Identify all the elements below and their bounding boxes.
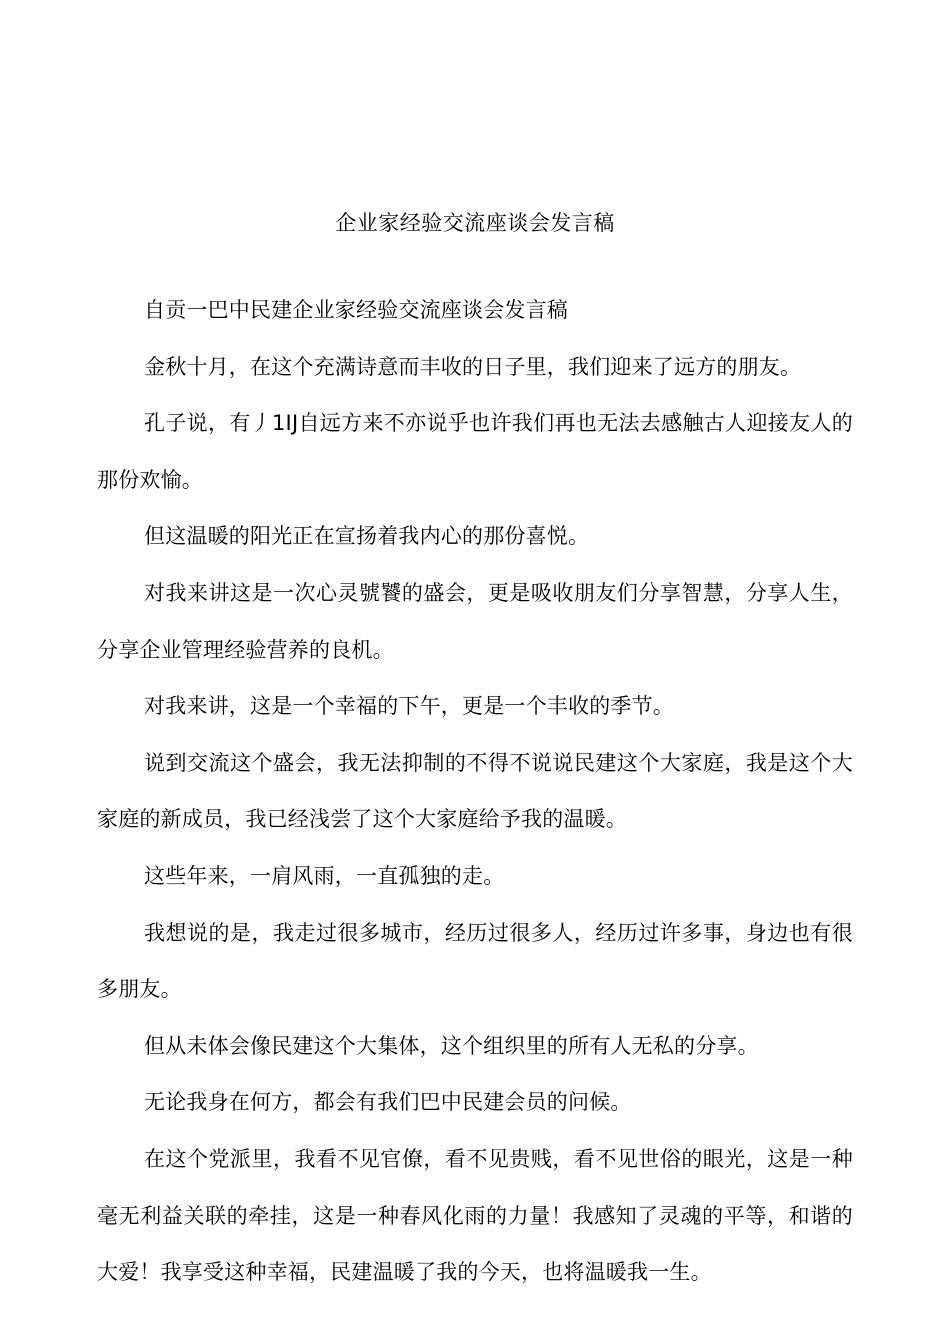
paragraph: 自贡一巴中民建企业家经验交流座谈会发言稿: [144, 298, 568, 322]
document-title: 企业家经验交流座谈会发言稿: [335, 211, 615, 235]
paragraph: 但这温暖的阳光正在宣扬着我内心的那份喜悦。: [144, 524, 590, 549]
paragraph: 对我来讲，这是一个幸福的下午，更是一个丰收的季节。: [144, 694, 674, 719]
paragraph: 说到交流这个盛会，我无法抑制的不得不说说民建这个大家庭，我是这个大家庭的新成员，我已经浅尝了这个大家庭给予我的温暖。: [97, 750, 853, 832]
paragraph: 我想说的是，我走过很多城市，经历过很多人，经历过许多事，身边也有很多朋友。: [97, 920, 853, 1002]
paragraph: 金秋十月，在这个充满诗意而丰收的日子里，我们迎来了远方的朋友。: [144, 354, 802, 379]
paragraph: 对我来讲这是一次心灵號饕的盛会，更是吸收朋友们分享智慧，分享人生，分享企业管理经验营养的良机。: [97, 580, 853, 662]
paragraph: 在这个党派里，我看不见官僚，看不见贵贱，看不见世俗的眼光，这是一种毫无利益关联的牵挂，这是一种春风化雨的力量！我感知了灵魂的平等，和谐的大爱！我享受这种幸福，民建温暖了我的今天，也将温暖我一生。: [97, 1146, 853, 1285]
paragraph: 但从未体会像民建这个大集体，这个组织里的所有人无私的分享。: [144, 1033, 759, 1058]
paragraph: 无论我身在何方，都会有我们巴中民建会员的问候。: [144, 1090, 632, 1115]
paragraph: 孔子说，有丿1IJ自远方来不亦说乎也许我们再也无法去感触古人迎接友人的那份欢愉。: [97, 411, 853, 492]
document-body: [97, 282, 853, 1301]
paragraph: 这些年来，一肩风雨，一直孤独的走。: [144, 863, 505, 888]
